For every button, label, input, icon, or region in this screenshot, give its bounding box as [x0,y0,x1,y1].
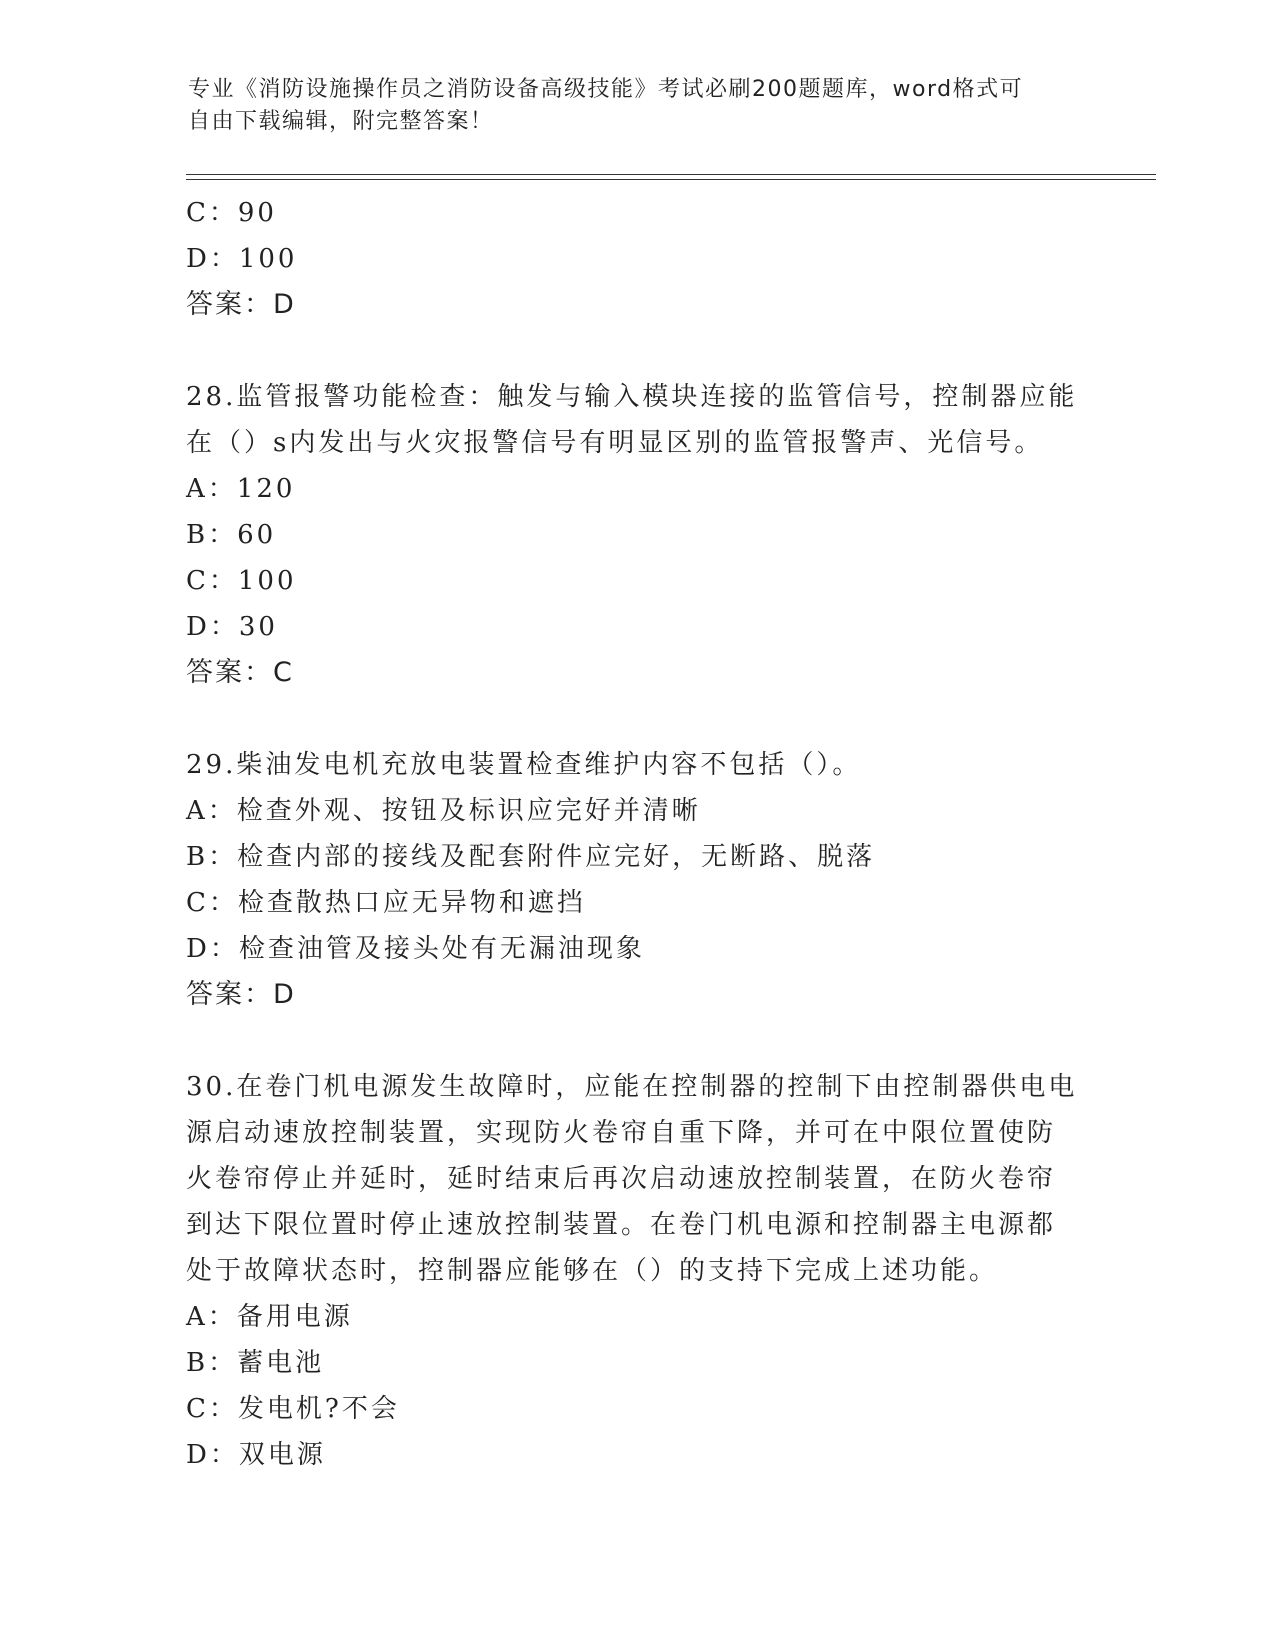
option-line: C：检查散热口应无异物和遮挡 [186,888,586,918]
option-line: B：检查内部的接线及配套附件应完好，无断路、脱落 [186,842,876,872]
answer-line: 答案：D [186,289,296,320]
option-line: B：蓄电池 [186,1348,325,1378]
answer-line: 答案：D [186,979,296,1010]
option-line: A：备用电源 [186,1302,353,1332]
option-line: A：120 [186,474,296,504]
option-line: D：100 [186,244,298,274]
question-stem: 火卷帘停止并延时，延时结束后再次启动速放控制装置，在防火卷帘 [186,1164,1057,1194]
header-line-1: 专业《消防设施操作员之消防设备高级技能》考试必刷200题题库，word格式可 [188,77,1024,102]
option-line: A：检查外观、按钮及标识应完好并清晰 [186,796,701,826]
question-stem: 在（）s内发出与火灾报警信号有明显区别的监管报警声、光信号。 [186,428,1044,458]
spacer [186,1018,1086,1064]
option-line: B：60 [186,520,277,550]
option-line: D：30 [186,612,278,642]
option-line: D：检查油管及接头处有无漏油现象 [186,934,645,964]
question-content [186,190,1086,1478]
document-header [188,74,1068,138]
header-line-2: 自由下载编辑，附完整答案！ [188,109,494,134]
option-line: C：90 [186,198,277,228]
option-line: C：发电机?不会 [186,1394,400,1424]
answer-line: 答案：C [186,657,294,688]
question-stem: 28.监管报警功能检查：触发与输入模块连接的监管信号，控制器应能 [186,382,1078,412]
spacer [186,328,1086,374]
question-stem: 到达下限位置时停止速放控制装置。在卷门机电源和控制器主电源都 [186,1210,1057,1240]
question-stem: 29.柴油发电机充放电装置检查维护内容不包括（）。 [186,750,862,780]
header-rule-top [186,174,1156,175]
question-stem: 处于故障状态时，控制器应能够在（）的支持下完成上述功能。 [186,1256,999,1286]
spacer [186,696,1086,742]
option-line: C：100 [186,566,297,596]
option-line: D：双电源 [186,1440,326,1470]
question-stem: 源启动速放控制装置，实现防火卷帘自重下降，并可在中限位置使防 [186,1118,1057,1148]
header-rule-bottom [186,179,1156,180]
question-stem: 30.在卷门机电源发生故障时，应能在控制器的控制下由控制器供电电 [186,1072,1078,1102]
